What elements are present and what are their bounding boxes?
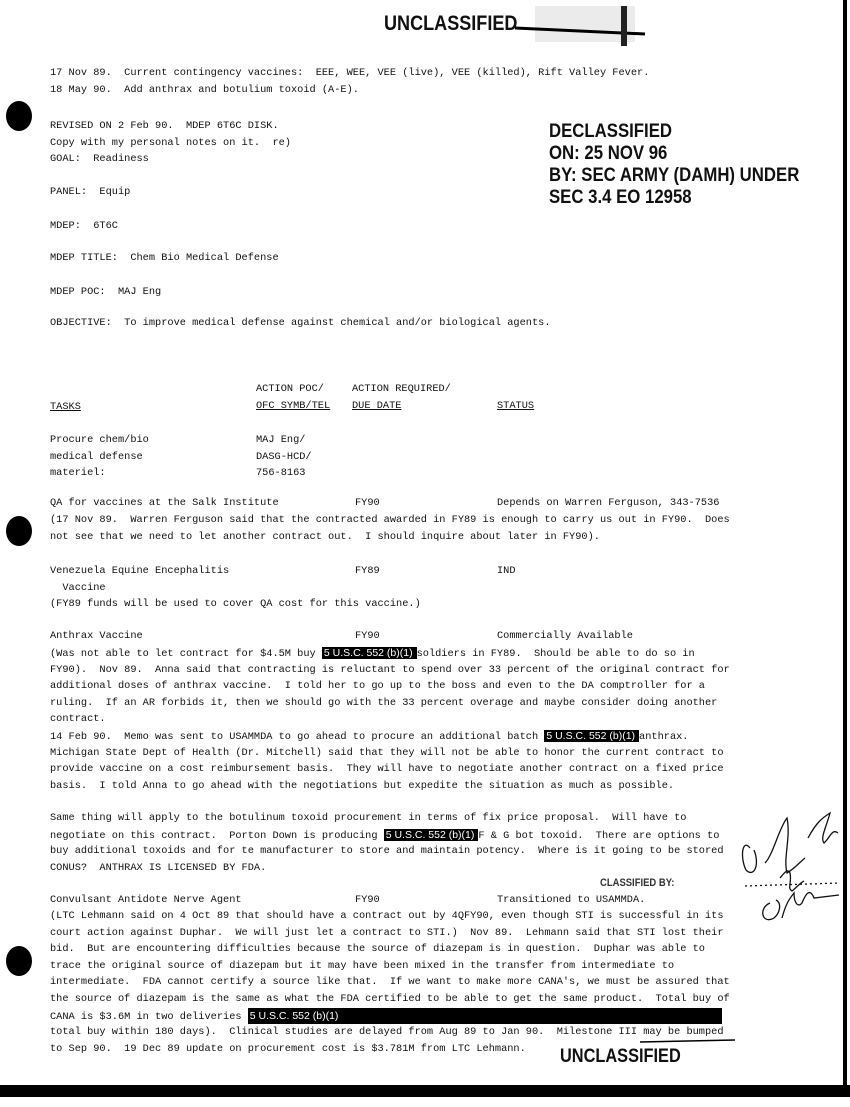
entry-notes	[50, 810, 724, 876]
header-text: DUE DATE	[352, 399, 402, 412]
note-line: ruling. If an AR forbids it, then we should go with the 33 percent overage and maybe consider doing another	[50, 696, 718, 709]
entry-notes	[50, 908, 730, 1057]
note-line: contract.	[50, 713, 106, 726]
declass-line: DECLASSIFIED	[549, 120, 672, 142]
header-text: ACTION POC/	[256, 383, 324, 395]
entry-due: FY89	[355, 565, 380, 577]
note-line: (FY89 funds will be used to cover QA cost for this vaccine.)	[50, 598, 421, 610]
entry-task: Convulsant Antidote Nerve Agent	[50, 894, 242, 906]
note-line: court action against Duphar. We will just let a contract to STI.) Nov 89. Lehmann said that STI lost their	[50, 926, 724, 939]
objective-line: OBJECTIVE: To improve medical defense against chemical and/or biological agents.	[50, 317, 551, 329]
intro-line: 18 May 90. Add anthrax and botulium toxoid (A-E).	[50, 83, 359, 96]
punch-hole	[6, 946, 32, 976]
revised-line: REVISED ON 2 Feb 90. MDEP 6T6C DISK.	[50, 120, 279, 132]
mdep-title-line: MDEP TITLE: Chem Bio Medical Defense	[50, 252, 279, 264]
note-line: the source of diazepam is the same as what the FDA certified to be able to get the same product. Total buy of	[50, 992, 730, 1005]
note-text: soldiers in FY89. Should be able to do so in	[416, 648, 695, 660]
declass-line: ON: 25 NOV 96	[549, 142, 668, 164]
note-text: F & G bot toxoid. There are options to	[478, 829, 720, 842]
declass-line: BY: SEC ARMY (DAMH) UNDER	[549, 164, 800, 186]
redaction-box: 5 U.S.C. 552 (b)(1)	[322, 647, 417, 659]
entry-task: Anthrax Vaccine	[50, 630, 143, 642]
entry-notes	[50, 512, 730, 545]
note-line: additional doses of anthrax vaccine. I told her to go up to the boss and even to the DA comptroller for a	[50, 680, 705, 693]
note-line: bid. But are encountering difficulties because the source of diazepam is in question. Duphar was able to	[50, 943, 705, 956]
task-description	[50, 432, 149, 482]
redaction-box: 5 U.S.C. 552 (b)(1)	[544, 730, 639, 742]
header-text: OFC SYMB/TEL	[256, 399, 331, 412]
task-line: materiel:	[50, 467, 106, 480]
entry-task: QA for vaccines at the Salk Institute	[50, 497, 279, 509]
task-line: Vaccine	[50, 581, 106, 594]
revision-info	[50, 118, 291, 168]
note-line	[50, 645, 730, 662]
note-line: not see that we need to let another contract out. I should inquire about later in FY90).	[50, 530, 600, 543]
note-line: FY90). Nov 89. Anna said that contracting is reluctant to spend over 33 percent of the original contract for	[50, 663, 730, 676]
task-line: Procure chem/bio	[50, 434, 149, 446]
note-text: CANA is $3.6M in two deliveries	[50, 1010, 248, 1023]
intro-notes	[50, 65, 649, 98]
header-action-required	[352, 381, 451, 414]
entry-status: Depends on Warren Ferguson, 343-7536	[497, 497, 720, 509]
goal-line: GOAL: Readiness	[50, 153, 149, 166]
note-line: intermediate. FDA cannot certify a source like that. If we want to make more CANA's, we must be assured that	[50, 976, 730, 989]
header-status: STATUS	[497, 400, 535, 412]
handwritten-signature	[740, 808, 845, 928]
entry-notes	[50, 645, 730, 794]
note-line: to Sep 90. 19 Dec 89 update on procurement cost is $3.781M from LTC Lehmann.	[50, 1042, 526, 1055]
copy-line: Copy with my personal notes on it. re)	[50, 136, 291, 149]
note-line: CONUS? ANTHRAX IS LICENSED BY FDA.	[50, 861, 267, 874]
mdep-poc-line: MDEP POC: MAJ Eng	[50, 286, 162, 298]
note-line: buy additional toxoids and for te manufacturer to store and maintain potency. Where is it going to be stored	[50, 845, 724, 858]
note-line: basis. I told Anna to go ahead with the negotiations but expedite the situation as much as possible.	[50, 779, 675, 792]
strikeout-mark	[640, 1039, 735, 1043]
note-line: total buy within 180 days). Clinical studies are delayed from Aug 89 to Jan 90. Milestone III may be bumped	[50, 1026, 724, 1039]
unclassified-stamp-top: UNCLASSIFIED	[384, 12, 518, 35]
task-line: medical defense	[50, 450, 143, 463]
redaction-box: 5 U.S.C. 552 (b)(1)	[248, 1008, 722, 1025]
entry-status: IND	[497, 565, 516, 577]
intro-line: 17 Nov 89. Current contingency vaccines: EEE, WEE, VEE (live), VEE (killed), Rift Valley Fever.	[50, 67, 650, 79]
header-action-poc	[256, 381, 330, 414]
entry-due: FY90	[355, 630, 380, 642]
classified-by-stamp: CLASSIFIED BY:	[600, 877, 675, 889]
note-line	[50, 1008, 730, 1025]
note-line: provide vaccine on a cost reimbursement basis. They will have to negotiate another contract on a fixed price	[50, 763, 724, 776]
punch-hole	[6, 101, 32, 131]
entry-notes	[50, 596, 421, 613]
poc-line: MAJ Eng/	[256, 434, 306, 446]
crossed-out-stamp	[515, 2, 665, 48]
entry-due: FY90	[355, 894, 380, 906]
panel-line: PANEL: Equip	[50, 186, 131, 198]
task-poc	[256, 432, 312, 482]
task-line: Venezuela Equine Encephalitis	[50, 565, 230, 577]
note-line	[50, 827, 724, 844]
entry-status: Commercially Available	[497, 630, 633, 642]
header-tasks: TASKS	[50, 401, 81, 413]
entry-task	[50, 563, 229, 596]
poc-line: 756-8163	[256, 467, 306, 480]
note-line: (17 Nov 89. Warren Ferguson said that the contracted awarded in FY89 is enough to carry us out in FY90. Does	[50, 514, 730, 526]
entry-status: Transitioned to USAMMDA.	[497, 894, 646, 906]
entry-due: FY90	[355, 497, 380, 509]
note-text: 14 Feb 90. Memo was sent to USAMMDA to go ahead to procure an additional batch	[50, 730, 545, 743]
unclassified-stamp-bottom: UNCLASSIFIED	[560, 1046, 681, 1067]
note-text: negotiate on this contract. Porton Down is producing	[50, 829, 384, 842]
declass-line: SEC 3.4 EO 12958	[549, 186, 692, 208]
note-line: trace the original source of diazepam but it may have been mixed in the transfer from intermediate to	[50, 959, 675, 972]
poc-line: DASG-HCD/	[256, 450, 312, 463]
note-line: Michigan State Dept of Health (Dr. Mitchell) said that they will not be able to honor the current contract to	[50, 746, 724, 759]
punch-hole	[6, 516, 32, 546]
note-text: anthrax.	[639, 730, 689, 743]
note-line: Same thing will apply to the botulinum toxoid procurement in terms of fix price proposal. Will have to	[50, 812, 687, 824]
scan-border-bottom	[0, 1085, 850, 1097]
header-text: ACTION REQUIRED/	[352, 383, 451, 395]
note-line	[50, 728, 730, 745]
declassification-stamp	[549, 120, 799, 208]
note-text: (Was not able to let contract for $4.5M buy	[50, 648, 322, 660]
note-line: (LTC Lehmann said on 4 Oct 89 that should have a contract out by 4QFY90, even though STI is successful in its	[50, 910, 724, 922]
mdep-line: MDEP: 6T6C	[50, 220, 118, 232]
redaction-box: 5 U.S.C. 552 (b)(1)	[384, 829, 479, 841]
